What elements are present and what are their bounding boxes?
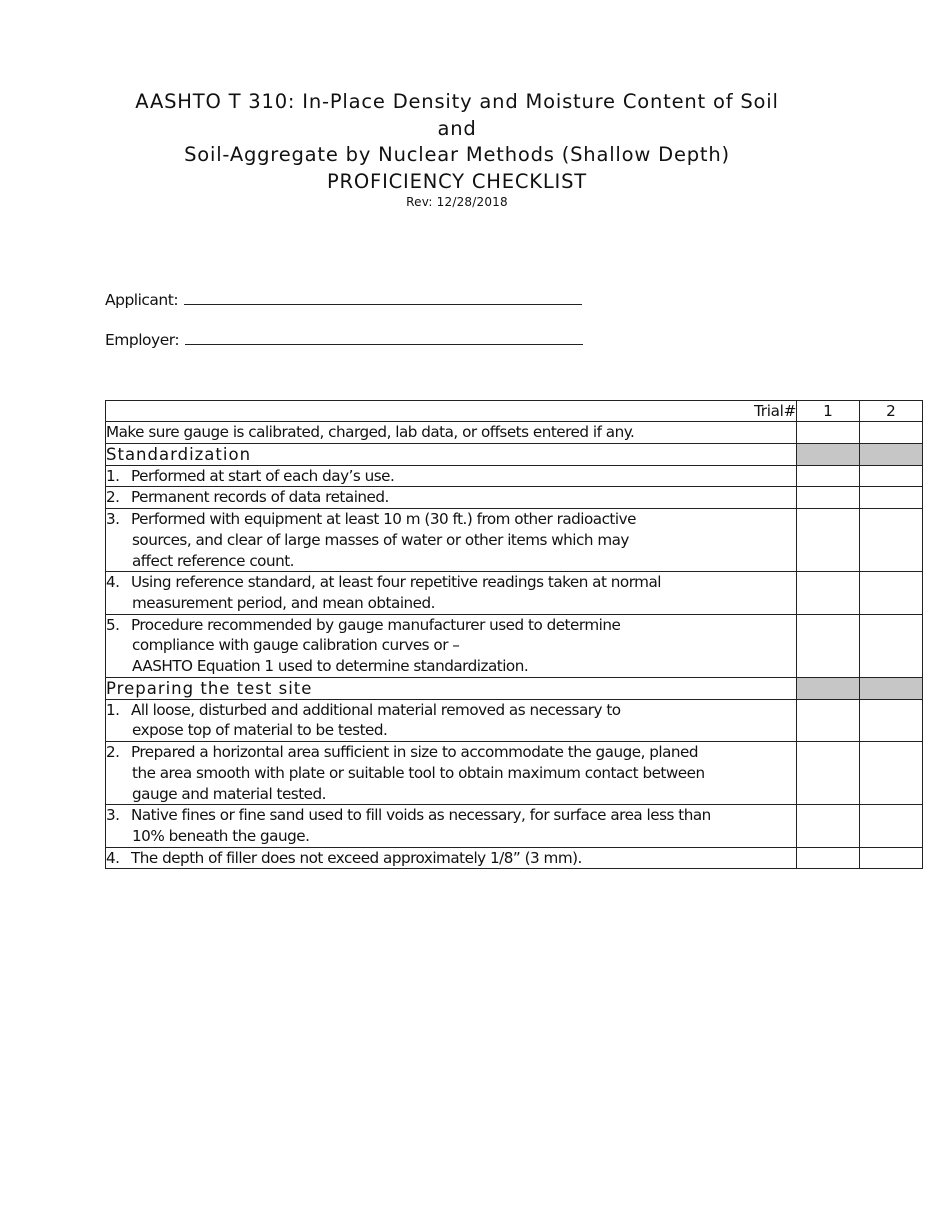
trial-1-check[interactable] (797, 847, 860, 869)
item-text-line: Procedure recommended by gauge manufacturer used to determine (131, 615, 621, 634)
checklist-item (106, 465, 797, 487)
trial-1-check[interactable] (797, 805, 860, 847)
section-row (106, 443, 923, 465)
trial-1-check[interactable] (797, 422, 860, 444)
trial-1-check[interactable] (797, 614, 860, 677)
item-text-line: Native fines or fine sand used to fill voids as necessary, for surface area less than (131, 806, 711, 825)
checklist-item-row (106, 614, 923, 677)
title-line-3: Soil-Aggregate by Nuclear Methods (Shallow Depth) (184, 143, 730, 166)
applicant-label: Applicant: (105, 291, 179, 309)
checklist-item-row (106, 487, 923, 509)
checklist-item (106, 742, 797, 805)
item-text-line: Prepared a horizontal area sufficient in size to accommodate the gauge, planed (131, 743, 699, 762)
checklist-item-row (106, 699, 923, 741)
trial-1-check[interactable] (797, 487, 860, 509)
trial-2-check[interactable] (860, 422, 923, 444)
trial-2-check[interactable] (860, 742, 923, 805)
applicant-blank[interactable] (184, 291, 582, 305)
section-row (106, 677, 923, 699)
checklist-item (106, 699, 797, 741)
trial-2-check[interactable] (860, 465, 923, 487)
item-number: 1. (106, 700, 120, 719)
trial-label: Trial# (106, 401, 797, 422)
checklist-item (106, 847, 797, 869)
checklist-item-row (106, 805, 923, 847)
item-text-line: Permanent records of data retained. (131, 488, 389, 507)
item-text-line: the area smooth with plate or suitable tool to obtain maximum contact between (132, 763, 705, 782)
trial-2-check[interactable] (860, 805, 923, 847)
section-shaded-cell (860, 443, 923, 465)
checklist-item-row (106, 742, 923, 805)
item-text-line: 10% beneath the gauge. (132, 826, 310, 845)
item-number: 5. (106, 615, 120, 634)
item-number: 3. (106, 510, 120, 529)
item-text-line: affect reference count. (132, 551, 294, 570)
applicant-field (105, 291, 582, 309)
item-text-line: Performed at start of each day’s use. (131, 466, 395, 485)
section-title: Preparing the test site (106, 677, 797, 699)
title-line-2: and (437, 116, 477, 140)
section-shaded-cell (797, 443, 860, 465)
checklist-heading: PROFICIENCY CHECKLIST (327, 169, 587, 193)
trial-1-check[interactable] (797, 572, 860, 614)
employer-blank[interactable] (185, 331, 583, 345)
trial-2-check[interactable] (860, 699, 923, 741)
preliminary-row (106, 422, 923, 444)
trial-2-check[interactable] (860, 614, 923, 677)
trial-1-header: 1 (797, 401, 860, 422)
item-text-line: All loose, disturbed and additional material removed as necessary to (131, 700, 621, 719)
item-text-line: Using reference standard, at least four repetitive readings taken at normal (131, 573, 661, 592)
title-line-1: AASHTO T 310: In-Place Density and Moisture Content of Soil (135, 90, 779, 113)
revision-date: Rev: 12/28/2018 (406, 195, 508, 209)
item-text-line: AASHTO Equation 1 used to determine standardization. (132, 657, 529, 676)
item-number: 3. (106, 806, 120, 825)
trial-2-check[interactable] (860, 572, 923, 614)
trial-2-check[interactable] (860, 487, 923, 509)
trial-2-check[interactable] (860, 847, 923, 869)
employer-field (105, 331, 583, 349)
document-header (105, 89, 809, 209)
checklist-item-row (106, 509, 923, 572)
checklist-item (106, 805, 797, 847)
item-text-line: expose top of material to be tested. (132, 721, 388, 740)
trial-2-header: 2 (860, 401, 923, 422)
checklist-item (106, 572, 797, 614)
section-shaded-cell (860, 677, 923, 699)
checklist-item (106, 614, 797, 677)
item-number: 2. (106, 743, 120, 762)
checklist-item-row (106, 465, 923, 487)
employer-label: Employer: (105, 331, 180, 349)
item-text-line: sources, and clear of large masses of water or other items which may (132, 530, 629, 549)
trial-1-check[interactable] (797, 699, 860, 741)
trial-2-check[interactable] (860, 509, 923, 572)
section-shaded-cell (797, 677, 860, 699)
item-text-line: The depth of filler does not exceed approximately 1/8” (3 mm). (131, 848, 582, 867)
item-number: 2. (106, 488, 120, 507)
checklist-item-row (106, 572, 923, 614)
trial-header-row (106, 401, 923, 422)
trial-1-check[interactable] (797, 465, 860, 487)
checklist-item (106, 509, 797, 572)
trial-1-check[interactable] (797, 509, 860, 572)
item-number: 4. (106, 848, 120, 867)
section-title: Standardization (106, 443, 797, 465)
item-text-line: measurement period, and mean obtained. (132, 593, 435, 612)
checklist-item (106, 487, 797, 509)
item-text-line: gauge and material tested. (132, 784, 326, 803)
preliminary-text: Make sure gauge is calibrated, charged, lab data, or offsets entered if any. (106, 422, 797, 444)
item-text-line: compliance with gauge calibration curves or – (132, 636, 460, 655)
checklist-item-row (106, 847, 923, 869)
trial-1-check[interactable] (797, 742, 860, 805)
item-text-line: Performed with equipment at least 10 m (30 ft.) from other radioactive (131, 510, 636, 529)
proficiency-checklist-table (105, 400, 923, 869)
item-number: 1. (106, 466, 120, 485)
item-number: 4. (106, 573, 120, 592)
